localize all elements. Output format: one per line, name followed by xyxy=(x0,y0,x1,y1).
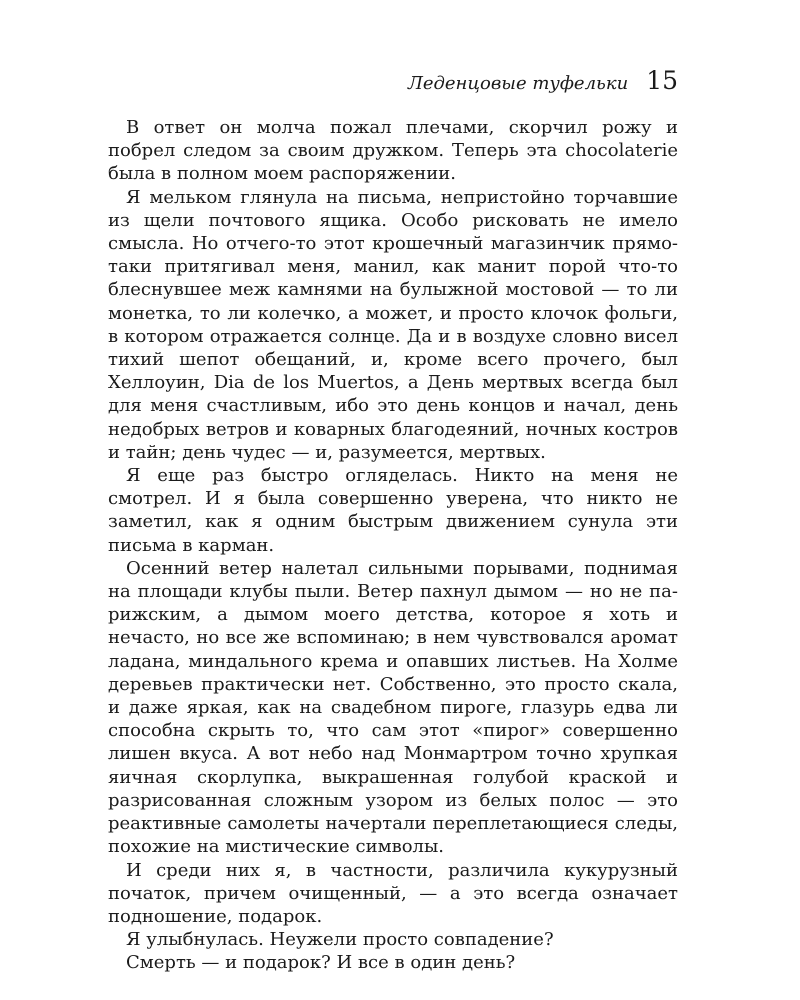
paragraph: И среди них я, в частности, различила кукурузный початок, причем очищенный, — а это всегда означает подношение, подарок. xyxy=(108,859,678,927)
page-number: 15 xyxy=(646,66,678,95)
paragraph: Я еще раз быстро огляделась. Никто на меня не смотрел. И я была совершенно уверена, что никто не заметил, как я одним быстрым движением сунула эти письма в карман. xyxy=(108,465,678,556)
running-title: Леденцовые туфельки xyxy=(407,73,629,94)
running-header xyxy=(108,66,678,104)
book-page xyxy=(108,66,678,975)
paragraph: Смерть — и подарок? И все в один день? xyxy=(126,952,516,974)
body-text xyxy=(108,116,678,975)
paragraph: В ответ он молча пожал плечами, скорчил рожу и побрел следом за своим дружком. Теперь эта chocolaterie была в полном моем распоряжении. xyxy=(108,117,678,185)
paragraph: Я улыбнулась. Неужели просто совпадение? xyxy=(126,929,554,951)
paragraph: Я мельком глянула на письма, непристойно торчавшие из щели почтового ящика. Особо рисковать не имело смысла. Но отчего-то этот крошечный магазинчик прямо-таки притягивал меня, манил, как манит порой что-то блеснувшее меж камнями на булыжной мостовой — то ли монетка, то ли колечко, а может, и просто клочок фольги, в котором отражается солнце. Да и в воздухе словно висел тихий шепот обещаний, и, кроме всего прочего, был Хеллоуин, Dia de los Muertos, а День мертвых всегда был для меня счастливым, ибо это день концов и начал, день недобрых ветров и коварных благодеяний, ночных костров и тайн; день чудес — и, разумеется, мертвых. xyxy=(108,186,678,463)
paragraph: Осенний ветер налетал сильными порывами, поднимая на площади клубы пыли. Ветер пахнул дымом — но не парижским, а дымом моего детства, которое я хоть и нечасто, но все же вспоминаю; в нем чувствовался аромат ладана, миндального крема и опавших листьев. На Холме деревьев практически нет. Собственно, это просто скала, и даже яркая, как на свадебном пироге, глазурь едва ли способна скрыть то, что сам этот «пирог» совершенно лишен вкуса. А вот небо над Монмартром точно хрупкая яичная скорлупка, выкрашенная голубой краской и разрисованная сложным узором из белых полос — это реактивные самолеты начертали переплетающиеся следы, похожие на мистические символы. xyxy=(108,557,678,858)
